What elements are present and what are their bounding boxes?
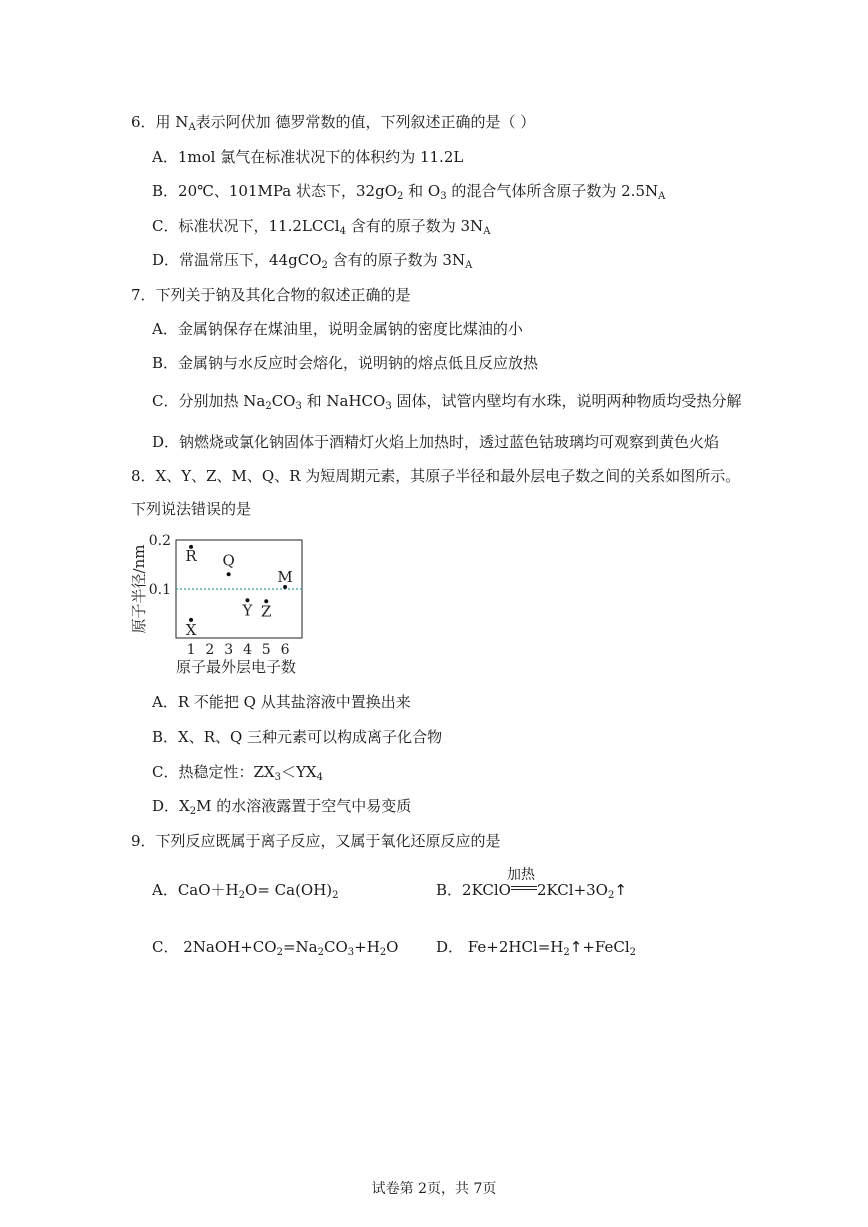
q7-stem: 7．下列关于钠及其化合物的叙述正确的是 <box>131 286 411 304</box>
chart-xtick-label: 4 <box>243 642 252 658</box>
chart-xtick-label: 1 <box>186 642 196 658</box>
q8-stem-line1: 8．X、Y、Z、M、Q、R 为短周期元素，其原子半径和最外层电子数之间的关系如图所示。 <box>131 467 741 485</box>
atomic-radius-chart <box>122 528 312 680</box>
q6-stem: 6．用 $N_A$表示阿伏加 德罗常数的值，下列叙述正确的是（ ） <box>131 113 536 133</box>
q8-option-b: B．X、R、Q 三种元素可以构成离子化合物 <box>152 728 443 746</box>
chart-point-label-z: Z <box>261 602 272 621</box>
q6-option-d: D．常温常压下，44gCO$_2$ 含有的原子数为 $3N_A$ <box>152 251 473 271</box>
chart-xtick-label: 5 <box>261 642 271 658</box>
chart-point-label-m: M <box>277 568 293 587</box>
chart-xtick-label: 2 <box>205 642 215 658</box>
q8-option-c: C．热稳定性：$ZX_3<YX_4$ <box>152 763 323 783</box>
q6-option-a: A．1mol 氯气在标准状况下的体积约为 11.2L <box>152 148 464 166</box>
chart-xtick-label: 6 <box>280 642 290 658</box>
q7-option-c: C．分别加热 $Na_2CO_3$ 和 NaHCO$_3$ 固体，试管内壁均有水珠，说明两种物质均受热分解 <box>152 392 742 412</box>
chart-point-q <box>227 572 231 576</box>
chart-point-label-x: X <box>185 620 197 639</box>
q9-option-a: A．$CaO+H_2O= Ca(OH)_2$ <box>152 881 339 901</box>
q7-option-b: B．金属钠与水反应时会熔化，说明钠的熔点低且反应放热 <box>152 354 539 372</box>
chart-ylabel: 原子半径/nm <box>130 544 148 634</box>
chart-point-label-r: R <box>185 546 197 565</box>
q9-option-c: C． $2NaOH+CO_2=Na_2CO_3+H_2O$ <box>152 938 399 958</box>
q8-option-a: A．R 不能把 Q 从其盐溶液中置换出来 <box>152 693 411 711</box>
chart-point-label-y: Y <box>242 601 253 620</box>
chart-ytick-label: 0.2 <box>148 533 171 549</box>
q9-option-d: D． $Fe+2HCl=H_2↑+FeCl_2$ <box>436 938 637 958</box>
q7-option-d: D．钠燃烧或氯化钠固体于酒精灯火焰上加热时，透过蓝色钴玻璃均可观察到黄色火焰 <box>152 433 720 451</box>
q8-option-d: D．$X_2M$ 的水溶液露置于空气中易变质 <box>152 797 412 817</box>
chart-ytick-label: 0.1 <box>148 582 171 598</box>
q6-option-c: C．标准状况下，11.2LCCl$_4$ 含有的原子数为 $3N_A$ <box>152 217 491 237</box>
q9-option-b: B．2KClO $2KCl+3O_2↑$ <box>436 881 627 901</box>
q6-option-b: B．20℃、101MPa 状态下，$32gO_2$ 和 $O_3$ 的混合气体所含原子数为 $2.5N_A$ <box>152 182 666 202</box>
chart-xtick-label: 3 <box>224 642 234 658</box>
q9-option-b-heat-condition: 加热 <box>507 867 535 883</box>
q9-stem: 9．下列反应既属于离子反应，又属于氧化还原反应的是 <box>131 832 501 850</box>
page-footer: 试卷第 2页，共 7页 <box>371 1181 497 1197</box>
chart-point-label-q: Q <box>222 551 235 570</box>
q7-option-a: A．金属钠保存在煤油里，说明金属钠的密度比煤油的小 <box>152 320 523 338</box>
chart-xlabel: 原子最外层电子数 <box>175 658 297 676</box>
q8-stem-line2: 下列说法错误的是 <box>131 500 252 518</box>
